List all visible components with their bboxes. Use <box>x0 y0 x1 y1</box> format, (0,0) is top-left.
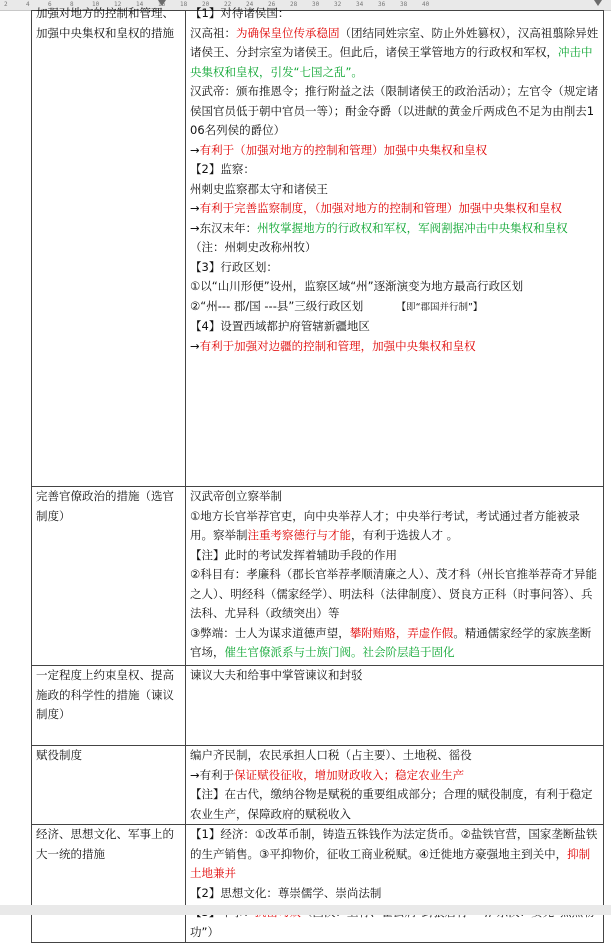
text-run: → <box>190 142 200 157</box>
document-table <box>31 6 604 943</box>
ruler-number: 10 <box>92 1 100 8</box>
measure-category-text: 加强对地方的控制和管理、加强中央集权和皇权的措施 <box>36 6 174 40</box>
table-row <box>32 825 604 943</box>
text-run: 州牧掌握地方的行政权和军权，军阀割据冲击中央集权和皇权 <box>257 220 568 235</box>
detail-line <box>190 141 599 161</box>
measure-category-cell <box>32 487 186 666</box>
text-run: 抑制土地兼并 <box>190 846 591 880</box>
text-run: 【注】此时的考试发挥着辅助手段的作用 <box>190 547 397 562</box>
measure-category-text: 经济、思想文化、军事上的大一统的措施 <box>36 827 174 861</box>
detail-line <box>190 766 599 786</box>
text-run: （团结同姓宗室、防止外姓篡权），汉高祖翦除异姓诸侯王、分封宗室为诸侯王。但此后，诸侯王掌管地方的行政权和军权， <box>190 25 599 59</box>
ruler-number: 14 <box>136 1 144 8</box>
measure-category-cell <box>32 825 186 943</box>
detail-line <box>190 825 599 884</box>
text-run: → <box>190 201 200 215</box>
detail-line <box>190 180 599 200</box>
measure-category-cell <box>32 746 186 825</box>
ruler-number: 32 <box>334 1 342 8</box>
text-run: ，有利于选拔人才 。 <box>351 528 459 542</box>
ruler-number: 36 <box>378 1 386 8</box>
text-run: 【2】监察： <box>190 162 255 176</box>
detail-line <box>190 546 599 566</box>
status-bar <box>0 905 611 915</box>
text-run: ②“州--- 郡/国 ---县”三级行政区划 <box>190 298 364 313</box>
detail-line <box>190 624 599 663</box>
detail-line <box>190 219 599 258</box>
ruler-number: 34 <box>356 1 364 8</box>
ruler-number: 28 <box>290 1 298 8</box>
measure-category-cell <box>32 6 186 487</box>
table-row <box>32 487 604 666</box>
ruler-number: 30 <box>312 1 320 8</box>
measure-detail-cell <box>186 666 604 746</box>
ruler-number: 22 <box>224 1 232 8</box>
text-run: 。精通儒家经学的家族垄断官场， <box>190 625 592 659</box>
detail-line <box>190 258 599 278</box>
ruler-number: 4 <box>26 1 30 8</box>
ruler-number: 16 <box>158 1 166 8</box>
text-run: 有利于（加强对地方的控制和管理）加强中央集权和皇权 <box>199 142 488 157</box>
text-run: 【即“郡国并行制”】 <box>363 301 483 313</box>
detail-line <box>190 297 599 318</box>
detail-line <box>190 82 599 141</box>
text-run: 汉武帝创立察举制 <box>190 489 282 503</box>
ruler-number: 18 <box>180 1 188 8</box>
detail-line <box>190 199 599 219</box>
measure-category-cell <box>32 666 186 746</box>
text-run: 汉武帝：颁布推恩令；推行附益之法（限制诸侯王的政治活动）；左官令（规定诸侯国官员低于朝中官员一等）；酎金夺爵（以进献的黄金斤两成色不足为由削去106名列侯的爵位） <box>190 84 599 137</box>
text-run: ③弊端：士人为谋求道德声望， <box>190 625 350 640</box>
text-run: 有利于完善监察制度，（加强对地方的控制和管理）加强中央集权和皇权 <box>199 201 562 215</box>
text-run: →有利于 <box>190 767 235 782</box>
detail-line <box>190 565 599 624</box>
ruler-number: 6 <box>48 1 52 8</box>
detail-line <box>190 277 599 297</box>
text-run: 汉高祖： <box>190 25 236 40</box>
text-run: （注：州刺史改称州牧） <box>190 240 317 254</box>
measure-category-text: 赋役制度 <box>36 748 82 762</box>
text-run: 谏议大夫和给事中掌管谏议和封驳 <box>190 668 363 682</box>
ruler-number: 2 <box>4 1 8 8</box>
detail-line <box>190 24 599 83</box>
text-run: 【2】思想文化：尊崇儒学、崇尚法制 <box>190 885 382 900</box>
text-run: 保证赋役征收，增加财政收入；稳定农业生产 <box>234 767 465 782</box>
text-run: 【注】在古代，缴纳谷物是赋税的重要组成部分；合理的赋役制度，有利于稳定农业生产，保障政府的赋税收入 <box>190 787 593 821</box>
ruler-number: 12 <box>114 1 122 8</box>
measure-detail-cell <box>186 746 604 825</box>
table-row <box>32 11 604 487</box>
measure-detail-cell <box>186 6 604 487</box>
detail-line <box>190 160 599 180</box>
detail-line <box>190 337 599 357</box>
text-run: 州刺史监察郡太守和诸侯王 <box>190 181 328 196</box>
text-run: 【1】经济：①改革币制，铸造五铢钱作为法定货币。②盐铁官营，国家垄断盐铁的生产销售。③平抑物价，征收工商业税赋。④迁徙地方豪强地主到关中， <box>190 827 598 861</box>
ruler-number: 20 <box>202 1 210 8</box>
text-run: 编户齐民制，农民承担人口税（占主要）、土地税、徭役 <box>190 748 472 762</box>
detail-line <box>190 884 599 904</box>
ruler-number: 40 <box>422 1 430 8</box>
text-run: 【4】设置西域都护府管辖新疆地区 <box>190 319 370 333</box>
ruler-number: 38 <box>400 1 408 8</box>
ruler-number: 24 <box>246 1 254 8</box>
text-run: 【1】对待诸侯国： <box>190 6 290 20</box>
table-row <box>32 666 604 746</box>
ruler-number: 8 <box>70 1 74 8</box>
table-row <box>32 746 604 825</box>
text-run: 为确保皇位传承稳固 <box>236 25 340 40</box>
ruler-number: 26 <box>268 1 276 8</box>
detail-line <box>190 666 599 686</box>
text-run: 冲击中央集权和皇权，引发“七国之乱”。 <box>190 45 593 79</box>
detail-line <box>190 487 599 507</box>
text-run: ②科目有：孝廉科（郡长官举荐孝顺清廉之人）、茂才科（州长官推举荐奇才异能之人）、明经科（儒家经学）、明法科（法律制度）、贤良方正科（时事问答）、兵法科、尤异科（政绩突出）等 <box>190 567 598 620</box>
detail-line <box>190 4 599 24</box>
text-run: → <box>190 338 200 353</box>
text-run: 功”） <box>190 924 219 939</box>
text-run: 注重考察德行与才能 <box>247 528 351 542</box>
text-run: ①以“山川形便”设州，监察区域“州”逐渐演变为地方最高行政区划 <box>190 279 524 293</box>
text-run: 【3】行政区划： <box>190 259 278 274</box>
text-run: 有利于加强对边疆的控制和管理，加强中央集权和皇权 <box>199 338 476 353</box>
measure-category-text: 完善官僚政治的措施（选官制度） <box>36 489 174 523</box>
detail-line <box>190 746 599 766</box>
measure-detail-cell <box>186 825 604 943</box>
detail-line <box>190 507 599 546</box>
text-run: ①地方长官举荐官吏，向中央举荐人才；中央举行考试，考试通过者方能被录用。察举制 <box>190 508 580 542</box>
detail-line <box>190 317 599 337</box>
text-run: 催生官僚派系与士族门阀。社会阶层趋于固化 <box>224 645 455 659</box>
text-run: →东汉末年： <box>190 220 258 235</box>
text-run: 攀附贿赂，弄虚作假 <box>349 625 454 640</box>
measure-category-text: 一定程度上约束皇权、提高施政的科学性的措施（谏议制度） <box>36 668 174 721</box>
detail-line <box>190 785 599 824</box>
measure-detail-cell <box>186 487 604 666</box>
